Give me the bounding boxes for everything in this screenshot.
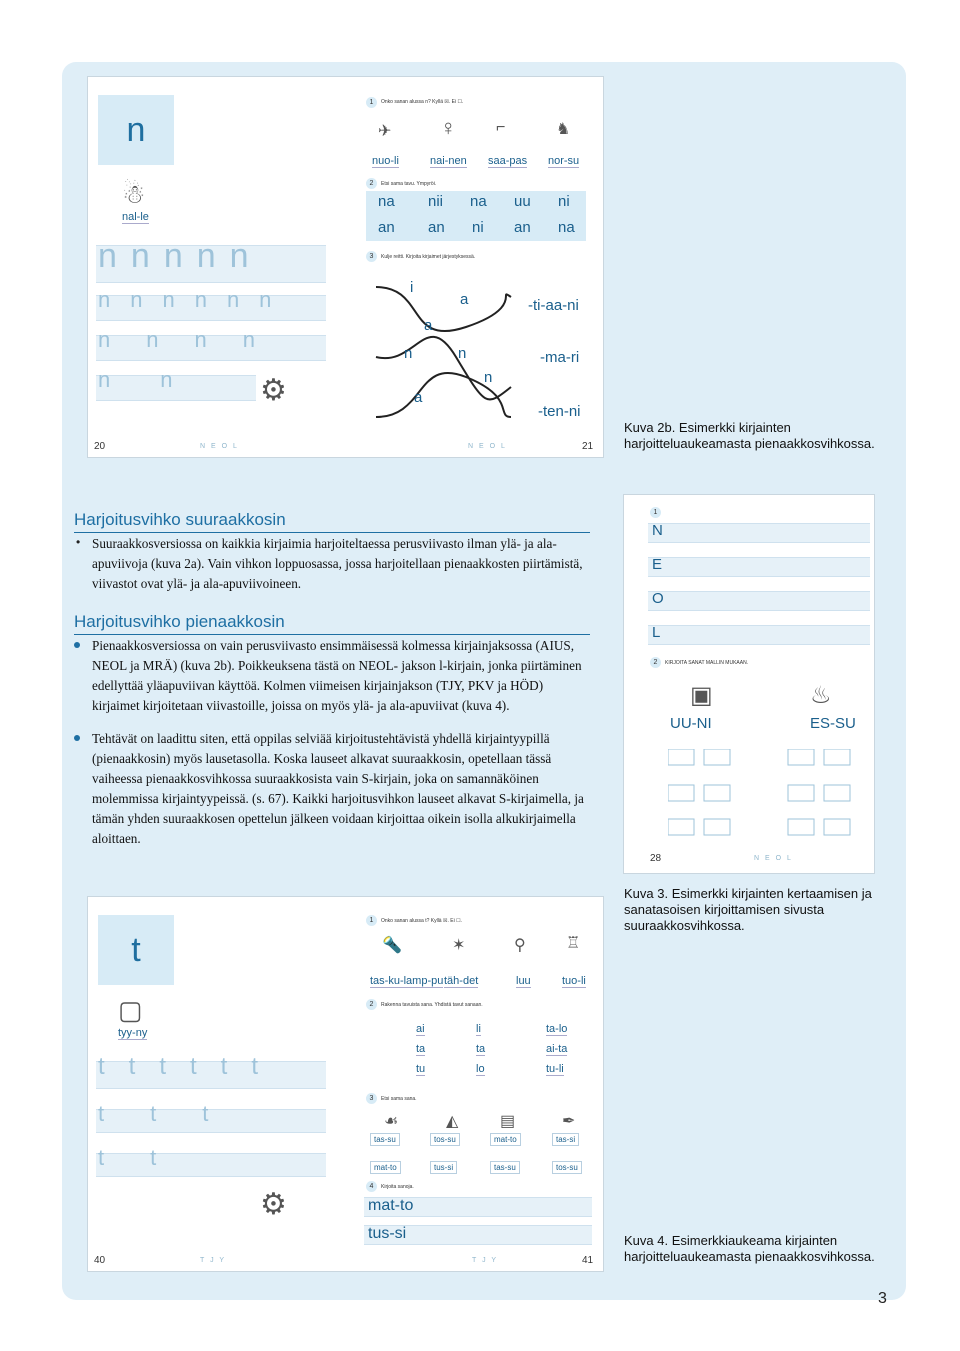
bone-icon: ⚲ bbox=[514, 937, 526, 954]
tracing-letters-2: nnnnnn bbox=[98, 287, 292, 312]
robot-character-icon: ⚙ bbox=[260, 1188, 287, 1221]
task-1-number: 1 bbox=[366, 97, 377, 108]
syllable: lo bbox=[476, 1063, 485, 1075]
syllable: ai bbox=[416, 1023, 425, 1035]
grid-cell: uu bbox=[514, 193, 531, 210]
word-box: mat-to bbox=[490, 1133, 521, 1146]
task-3-number: 3 bbox=[366, 251, 377, 262]
task-2-number: 2 bbox=[366, 999, 377, 1010]
target-word: tu-li bbox=[546, 1063, 564, 1075]
footer-right: N E O L bbox=[468, 443, 507, 450]
syllable: ta bbox=[476, 1043, 486, 1055]
task-1-word: saa-pas bbox=[488, 155, 528, 167]
teddy-bear-icon: ☃ bbox=[122, 179, 146, 209]
flashlight-icon: 🔦 bbox=[382, 937, 402, 954]
task-2-number: 2 bbox=[366, 178, 377, 189]
tracing-letters-4: nn bbox=[98, 367, 223, 392]
figure-3-page bbox=[623, 494, 875, 874]
letter-row bbox=[648, 557, 870, 577]
letter-row bbox=[648, 591, 870, 611]
task-1-number: 1 bbox=[366, 915, 377, 926]
boot-icon: ⌐ bbox=[496, 119, 506, 136]
big-letter: t bbox=[98, 915, 174, 985]
task-1-instruction: Onko sanan alussa n? Kyllä ☒. Ei ☐. bbox=[381, 99, 464, 105]
section-2-bullet-1: Pienaakkosversiossa on vain perusviivasto ensimmäisessä kolmessa kirjainjaksossa (AIUS, NEOL ja MRÄ) (kuva 2b). Poikkeuksena tästä on NEOL- jakson l-kirjain, jonka piirtäminen edellyttää yläapuviivan käyttöä. Kolmen viimeisen kirjainjakson (TJY, PKV ja HÖD) kirjaimet kirjoitetaan viivastoille, joissa on myös ylä- ja ala-apuviivat (kuva 4). bbox=[92, 638, 582, 713]
slipper-icon: ◭ bbox=[446, 1113, 459, 1130]
maze-letter: n bbox=[484, 369, 493, 386]
pen-icon: ✒ bbox=[562, 1113, 576, 1130]
caption-3: Kuva 3. Esimerkki kirjainten kertaamisen ja sanatasoisen kirjoittamisen sivusta suuraakkosvihkossa. bbox=[624, 886, 872, 933]
robot-character-icon: ⚙ bbox=[260, 374, 287, 407]
section-2-title: Harjoitusvihko pienaakkosin bbox=[74, 612, 285, 631]
page-number-right: 21 bbox=[582, 441, 594, 452]
footer: N E O L bbox=[754, 855, 793, 862]
maze-word: -ti-aa-ni bbox=[528, 297, 579, 314]
letter-row bbox=[648, 523, 870, 543]
task-4-number: 4 bbox=[366, 1181, 377, 1192]
grid-cell: an bbox=[428, 219, 445, 236]
task-1-word: luu bbox=[516, 975, 531, 987]
task-3-instruction: Etsi sama sana. bbox=[381, 1096, 417, 1102]
page-number-left: 20 bbox=[94, 441, 106, 452]
sauna-ladle-icon: ♨ bbox=[810, 682, 832, 709]
task-1-number: 1 bbox=[650, 507, 661, 518]
stove-icon: ▣ bbox=[690, 682, 713, 709]
tracing-letters-1: tttttt bbox=[98, 1053, 283, 1080]
footer-right: T J Y bbox=[472, 1257, 499, 1264]
maze-paths bbox=[366, 267, 516, 427]
page-number: 28 bbox=[650, 853, 662, 864]
chair-icon: ♖ bbox=[566, 935, 581, 952]
task-3-number: 3 bbox=[366, 1093, 377, 1104]
word-box: tos-su bbox=[430, 1133, 460, 1146]
section-2-rule bbox=[74, 634, 590, 635]
word-box: tus-si bbox=[430, 1161, 457, 1174]
review-letter: L bbox=[652, 624, 661, 641]
section-2-bullet-2: Tehtävät on laadittu siten, että oppilas selviää kirjoitustehtävistä yhdellä kirjaintyypillä (pienaakkosin) myös lausetasolla. Koska lauseet alkavat suuraakkosin, opetellaan tässä vaiheessa pienaakkosvihkossa suuraakkosista vain S-kirjain, joka on samannäköinen molemmissa kirjaintyypeissä. (s. 67). Kaikki harjoitusvihkon lauseet alkavat S-kirjaimella, ja tämän yhden suuraakkosen opettelun jälkeen voidaan kirjoittaa oikein isolla alkukirjaimella aloittaen. bbox=[92, 731, 584, 846]
big-letter: n bbox=[98, 95, 174, 165]
task-1-word: nuo-li bbox=[372, 155, 399, 167]
caption-2b: Kuva 2b. Esimerkki kirjainten harjoitteluaukeamasta pienaakkosvihkossa. bbox=[624, 420, 875, 451]
task-1-word: tuo-li bbox=[562, 975, 586, 987]
review-letter: N bbox=[652, 522, 663, 539]
task-4-instruction: Kirjoita sanoja. bbox=[381, 1184, 414, 1190]
syllable: ta bbox=[416, 1043, 426, 1055]
example-word: tyy-ny bbox=[118, 1027, 148, 1039]
caption-4: Kuva 4. Esimerkkiaukeama kirjainten harjoitteluaukeamasta pienaakkosvihkossa. bbox=[624, 1233, 875, 1264]
page-number-right: 41 bbox=[582, 1255, 594, 1266]
word-box: tas-si bbox=[552, 1133, 579, 1146]
task-1-instruction: Onko sanan alussa t? Kyllä ☒. Ei ☐. bbox=[381, 918, 462, 924]
word-box: tas-su bbox=[370, 1133, 400, 1146]
maze-letter: n bbox=[404, 345, 413, 362]
maze-word: -ten-ni bbox=[538, 403, 581, 420]
copy-boxes bbox=[668, 749, 858, 839]
section-1-text: Suuraakkosversiossa on kaikkia kirjaimia harjoiteltaessa perusviivasto ilman ylä- ja ala-apuviivoja (kuva 2a). Vain vihkon loppuosassa, jossa harjoitellaan pienaakkosten piirtämistä, viivastot ovat ylä- ja ala-apuviivoineen. bbox=[92, 536, 583, 591]
page-number: 3 bbox=[878, 1290, 887, 1307]
review-letter: O bbox=[652, 590, 664, 607]
task-1-word: nai-nen bbox=[430, 155, 467, 167]
bullet-marker bbox=[74, 735, 80, 741]
task-1-word: nor-su bbox=[548, 155, 580, 167]
maze-letter: a bbox=[414, 389, 423, 406]
target-word: ai-ta bbox=[546, 1043, 568, 1055]
syllable: li bbox=[476, 1023, 481, 1035]
task-2-instruction: Rakenna tavuista sana. Yhdistä tavut sanaan. bbox=[381, 1002, 483, 1008]
maze-letter: n bbox=[458, 345, 467, 362]
task-3-instruction: Kulje reitti. Kirjoita kirjaimet järjestyksessä. bbox=[381, 254, 476, 260]
task-2-instruction: KIRJOITA SANAT MALLIN MUKAAN. bbox=[665, 660, 749, 666]
figure-4-spread bbox=[87, 896, 604, 1272]
target-word: ta-lo bbox=[546, 1023, 568, 1035]
grid-cell: na bbox=[378, 193, 395, 210]
grid-cell: ni bbox=[558, 193, 570, 210]
tracing-letters-3: nnnn bbox=[98, 327, 291, 352]
tracing-letters-3: tt bbox=[98, 1145, 203, 1170]
write-word: tus-si bbox=[368, 1225, 407, 1242]
task-1-word: täh-det bbox=[444, 975, 479, 987]
grid-cell: an bbox=[514, 219, 531, 236]
section-1-title: Harjoitusvihko suuraakkosin bbox=[74, 510, 286, 529]
maze-letter: i bbox=[410, 279, 414, 296]
model-word: ES-SU bbox=[810, 715, 856, 732]
rug-icon: ▤ bbox=[500, 1113, 516, 1130]
bullet-marker bbox=[74, 642, 80, 648]
grid-cell: na bbox=[470, 193, 487, 210]
grid-cell: nii bbox=[428, 193, 444, 210]
task-2-instruction: Etsi sama tavu. Ympyröi. bbox=[381, 181, 437, 187]
maze-letter: a bbox=[424, 317, 433, 334]
stars-icon: ✶ bbox=[452, 937, 466, 954]
figure-2b-spread bbox=[87, 76, 604, 458]
letter-row bbox=[648, 625, 870, 645]
grid-cell: an bbox=[378, 219, 395, 236]
footer-left: T J Y bbox=[200, 1257, 227, 1264]
bird-icon: ✈ bbox=[378, 123, 392, 140]
write-word: mat-to bbox=[368, 1197, 414, 1214]
footer-left: N E O L bbox=[200, 443, 239, 450]
section-1-rule bbox=[74, 532, 590, 533]
word-box: tos-su bbox=[552, 1161, 582, 1174]
grid-cell: ni bbox=[472, 219, 484, 236]
woman-icon: ♀ bbox=[440, 115, 457, 140]
bullet-marker: • bbox=[76, 535, 81, 549]
page-number-left: 40 bbox=[94, 1255, 106, 1266]
maze-letter: a bbox=[460, 291, 469, 308]
animal-icon: ♞ bbox=[556, 121, 571, 138]
grid-cell: na bbox=[558, 219, 575, 236]
paw-icon: ☙ bbox=[384, 1113, 399, 1130]
word-box: mat-to bbox=[370, 1161, 401, 1174]
maze-word: -ma-ri bbox=[540, 349, 580, 366]
task-2-number: 2 bbox=[650, 657, 661, 668]
tracing-letters-1: nnnnn bbox=[98, 237, 263, 275]
task-1-word: tas-ku-lamp-pu bbox=[370, 975, 444, 987]
pillow-icon: ▢ bbox=[118, 995, 143, 1025]
tracing-letters-2: ttt bbox=[98, 1101, 255, 1126]
model-word: UU-NI bbox=[670, 715, 712, 732]
word-box: tas-su bbox=[490, 1161, 520, 1174]
example-word: nal-le bbox=[122, 211, 149, 223]
syllable: tu bbox=[416, 1063, 426, 1075]
review-letter: E bbox=[652, 556, 663, 573]
